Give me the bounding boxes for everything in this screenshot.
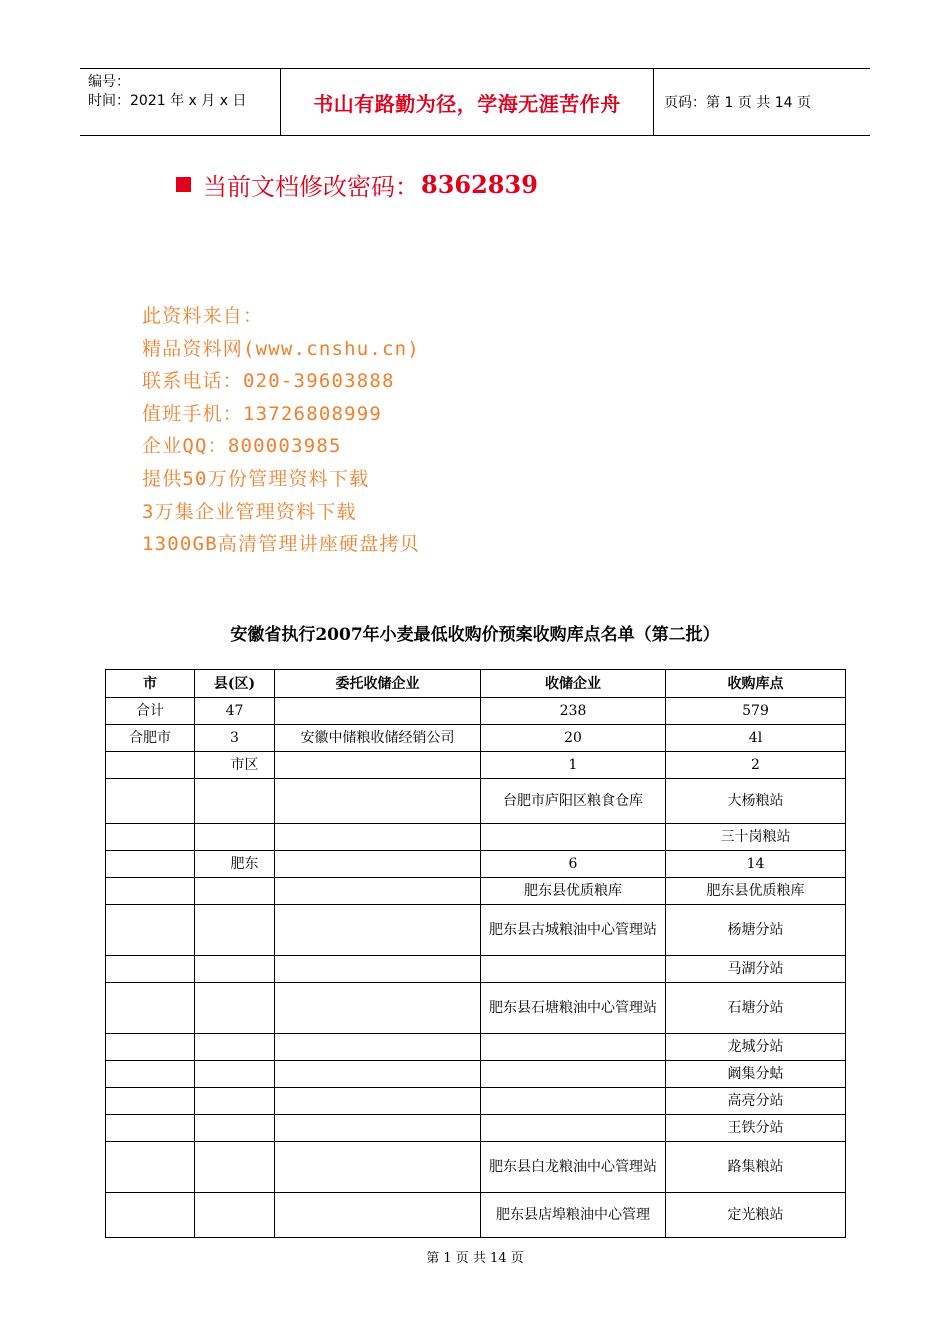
storage-table (105, 669, 846, 1238)
cell-storage-company: 6 (481, 851, 666, 878)
cell-storage-company (481, 824, 666, 851)
cell-storage-company: 1 (481, 752, 666, 779)
cell-purchase-point: 定光粮站 (666, 1193, 846, 1238)
cell-storage-company (481, 1115, 666, 1142)
cell-county (195, 1142, 275, 1193)
cell-purchase-point: 三十岗粮站 (666, 824, 846, 851)
table-row (106, 1142, 846, 1193)
cell-purchase-point: 肥东县优质粮库 (666, 878, 846, 905)
cell-entrusted-company (275, 824, 481, 851)
cell-city (106, 851, 195, 878)
cell-storage-company: 台肥市庐阳区粮食仓库 (481, 779, 666, 824)
cell-purchase-point: 路集粮站 (666, 1142, 846, 1193)
table-row (106, 1034, 846, 1061)
cell-entrusted-company (275, 1115, 481, 1142)
cell-entrusted-company (275, 905, 481, 956)
page-header (80, 68, 870, 136)
table-row (106, 725, 846, 752)
cell-city (106, 752, 195, 779)
cell-city (106, 878, 195, 905)
square-bullet-icon (176, 177, 191, 192)
cell-city (106, 1034, 195, 1061)
cell-city (106, 824, 195, 851)
cell-entrusted-company (275, 956, 481, 983)
cell-storage-company (481, 956, 666, 983)
column-header: 委托收储企业 (275, 670, 481, 698)
cell-purchase-point: 杨塘分站 (666, 905, 846, 956)
cell-storage-company: 肥东县优质粮库 (481, 878, 666, 905)
promo-line: 此资料来自： (142, 305, 264, 327)
cell-entrusted-company (275, 878, 481, 905)
promo-line: 3万集企业管理资料下载 (142, 500, 357, 523)
cell-county: 3 (195, 725, 275, 752)
cell-storage-company: 肥东县石塘粮油中心管理站 (481, 983, 666, 1034)
column-header: 市 (106, 670, 195, 698)
cell-county: 肥东 (195, 851, 275, 878)
cell-storage-company (481, 1088, 666, 1115)
table-row (106, 698, 846, 725)
cell-storage-company (481, 1034, 666, 1061)
cell-county (195, 1088, 275, 1115)
document-title: 安徽省执行2007年小麦最低收购价预案收购库点名单（第二批） (230, 625, 720, 645)
cell-county (195, 1061, 275, 1088)
cell-city (106, 1061, 195, 1088)
cell-entrusted-company (275, 1088, 481, 1115)
promo-line: 精品资料网(www.cnshu.cn) (142, 337, 420, 360)
password-code: 8362839 (421, 169, 538, 199)
table-row (106, 956, 846, 983)
promo-line: 值班手机：13726808999 (142, 402, 383, 425)
table-row (106, 1115, 846, 1142)
cell-entrusted-company (275, 698, 481, 725)
table-row (106, 905, 846, 956)
cell-city (106, 779, 195, 824)
cell-county (195, 905, 275, 956)
cell-county (195, 983, 275, 1034)
cell-purchase-point: 4l (666, 725, 846, 752)
cell-city (106, 983, 195, 1034)
cell-purchase-point: 579 (666, 698, 846, 725)
cell-purchase-point: 石塘分站 (666, 983, 846, 1034)
cell-county (195, 1034, 275, 1061)
cell-storage-company: 肥东县古城粮油中心管理站 (481, 905, 666, 956)
promo-line: 联系电话：020-39603888 (142, 370, 395, 393)
table-row (106, 752, 846, 779)
cell-purchase-point: 高亮分站 (666, 1088, 846, 1115)
promo-line: 提供50万份管理资料下载 (142, 467, 370, 490)
cell-city (106, 956, 195, 983)
cell-purchase-point: 阚集分蛄 (666, 1061, 846, 1088)
table-row (106, 824, 846, 851)
cell-purchase-point: 王铁分站 (666, 1115, 846, 1142)
cell-entrusted-company (275, 1034, 481, 1061)
cell-county (195, 824, 275, 851)
cell-county (195, 878, 275, 905)
cell-entrusted-company (275, 1061, 481, 1088)
column-header: 县(区) (195, 670, 275, 698)
cell-entrusted-company (275, 1142, 481, 1193)
cell-county (195, 1115, 275, 1142)
cell-county: 市区 (195, 752, 275, 779)
column-header: 收购库点 (666, 670, 846, 698)
password-notice (176, 166, 538, 202)
cell-storage-company: 238 (481, 698, 666, 725)
cell-city (106, 1193, 195, 1238)
header-meta (80, 69, 281, 135)
column-header: 收储企业 (481, 670, 666, 698)
table-row (106, 1088, 846, 1115)
cell-storage-company (481, 1061, 666, 1088)
table-row (106, 878, 846, 905)
cell-entrusted-company: 安徽中储粮收储经销公司 (275, 725, 481, 752)
cell-city: 合肥市 (106, 725, 195, 752)
cell-county (195, 779, 275, 824)
table-row (106, 779, 846, 824)
document-time: 时间：2021 年 x 月 x 日 (88, 93, 247, 109)
table-row (106, 1061, 846, 1088)
table-row (106, 851, 846, 878)
cell-county: 47 (195, 698, 275, 725)
cell-entrusted-company (275, 1193, 481, 1238)
cell-purchase-point: 14 (666, 851, 846, 878)
promo-line: 企业QQ：800003985 (142, 435, 342, 458)
password-label: 当前文档修改密码： (203, 172, 419, 201)
cell-county (195, 1193, 275, 1238)
document-number-label: 编号： (88, 74, 130, 90)
cell-purchase-point: 2 (666, 752, 846, 779)
cell-storage-company: 肥东县白龙粮油中心管理站 (481, 1142, 666, 1193)
cell-city (106, 905, 195, 956)
cell-county (195, 956, 275, 983)
cell-storage-company: 肥东县店埠粮油中心管理 (481, 1193, 666, 1238)
table-header-row (106, 670, 846, 698)
cell-entrusted-company (275, 752, 481, 779)
table-row (106, 1193, 846, 1238)
cell-city: 合计 (106, 698, 195, 725)
cell-purchase-point: 马湖分站 (666, 956, 846, 983)
table-row (106, 983, 846, 1034)
promo-block (142, 300, 420, 561)
header-page-info: 页码：第 1 页 共 14 页 (664, 95, 811, 111)
cell-city (106, 1142, 195, 1193)
cell-entrusted-company (275, 851, 481, 878)
cell-storage-company: 20 (481, 725, 666, 752)
cell-entrusted-company (275, 983, 481, 1034)
cell-city (106, 1115, 195, 1142)
cell-city (106, 1088, 195, 1115)
page-footer: 第 1 页 共 14 页 (426, 1251, 524, 1266)
cell-purchase-point: 龙城分站 (666, 1034, 846, 1061)
promo-line: 1300GB高清管理讲座硬盘拷贝 (142, 533, 420, 556)
cell-purchase-point: 大杨粮站 (666, 779, 846, 824)
header-motto: 书山有路勤为径，学海无涯苦作舟 (281, 69, 654, 135)
cell-entrusted-company (275, 779, 481, 824)
